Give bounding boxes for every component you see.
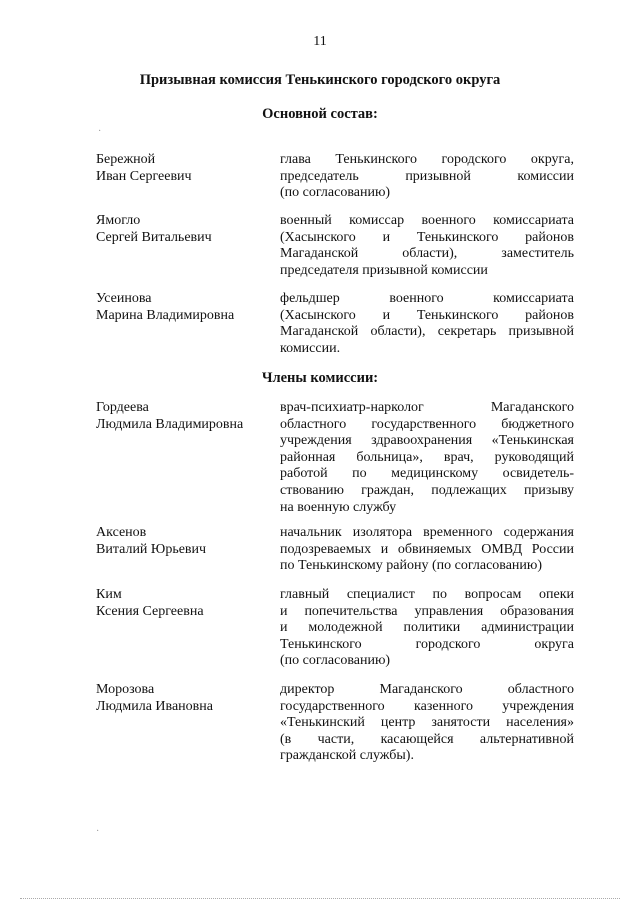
role-line: районная больница», врач, руководящий — [280, 449, 574, 465]
member-role — [280, 213, 574, 279]
member-given-names: Иван Сергеевич — [96, 168, 192, 184]
role-line: председатель призывной комиссии — [280, 168, 574, 184]
page-number: 11 — [313, 34, 327, 49]
role-line: гражданской службы). — [280, 748, 414, 764]
role-line: и попечительства управления образования — [280, 603, 574, 619]
member-role — [280, 525, 574, 575]
role-line: главный специалист по вопросам опеки — [280, 587, 574, 602]
role-line: на военную службу — [280, 499, 397, 515]
member-name — [96, 525, 276, 558]
role-line: председателя призывной комиссии — [280, 262, 488, 278]
member-role — [280, 291, 574, 357]
role-line: фельдшер военного комиссариата — [280, 291, 574, 306]
role-line: врач-психиатр-нарколог Магаданского — [280, 400, 574, 415]
member-surname: Гордеева — [96, 400, 149, 415]
member-role — [280, 400, 574, 516]
role-line: Магаданской области), заместитель — [280, 246, 574, 262]
member-surname: Бережной — [96, 152, 156, 167]
member-surname: Морозова — [96, 682, 155, 697]
role-line: по Тенькинскому району (по согласованию) — [280, 558, 543, 574]
member-surname: Аксенов — [96, 525, 147, 540]
role-line: Тенькинского городского округа — [280, 636, 574, 652]
commission-members-heading: Члены комиссии: — [261, 370, 379, 386]
role-line: начальник изолятора временного содержания — [280, 525, 574, 540]
role-line: (Хасынского и Тенькинского районов — [280, 229, 574, 245]
role-line: Магаданской области), секретарь призывной — [280, 324, 574, 340]
role-line: ствованию граждан, подлежащих призыву — [280, 482, 574, 498]
member-given-names: Людмила Ивановна — [96, 698, 213, 714]
member-role — [280, 152, 574, 202]
role-line: работой по медицинскому освидетель- — [280, 466, 574, 482]
member-surname: Ямогло — [96, 213, 141, 228]
role-line: государственного казенного учреждения — [280, 698, 574, 714]
role-line: «Тенькинский центр занятости населения» — [280, 715, 574, 731]
scan-mark: · — [98, 126, 102, 137]
main-composition-heading: Основной состав: — [262, 106, 378, 122]
role-line: (по согласованию) — [280, 653, 391, 669]
scan-edge-dots — [20, 898, 620, 899]
member-surname: Ким — [96, 587, 122, 602]
member-name — [96, 213, 276, 246]
role-line: подозреваемых и обвиняемых ОМВД России — [280, 541, 574, 557]
member-name — [96, 587, 276, 620]
member-given-names: Виталий Юрьевич — [96, 541, 207, 557]
role-line: комиссии. — [280, 340, 341, 356]
role-line: областного государственного бюджетного — [280, 416, 574, 432]
member-role — [280, 682, 574, 765]
member-name — [96, 682, 276, 715]
role-line: (по согласованию) — [280, 185, 391, 201]
member-given-names: Марина Владимировна — [96, 307, 235, 323]
member-given-names: Ксения Сергеевна — [96, 603, 204, 619]
member-surname: Усеинова — [96, 291, 152, 306]
role-line: учреждения здравоохранения «Тенькинская — [280, 433, 574, 449]
role-line: директор Магаданского областного — [280, 682, 574, 697]
member-name — [96, 152, 276, 185]
member-role — [280, 587, 574, 670]
member-name — [96, 400, 276, 433]
document-title: Призывная комиссия Тенькинского городского округа — [139, 72, 501, 88]
role-line: (в части, касающейся альтернативной — [280, 731, 574, 747]
role-line: военный комиссар военного комиссариата — [280, 213, 574, 228]
member-given-names: Сергей Витальевич — [96, 229, 212, 245]
member-name — [96, 291, 276, 324]
role-line: и молодежной политики администрации — [280, 620, 574, 636]
role-line: глава Тенькинского городского округа, — [280, 152, 574, 167]
member-given-names: Людмила Владимировна — [96, 416, 244, 432]
role-line: (Хасынского и Тенькинского районов — [280, 307, 574, 323]
scan-mark: · — [96, 826, 100, 837]
